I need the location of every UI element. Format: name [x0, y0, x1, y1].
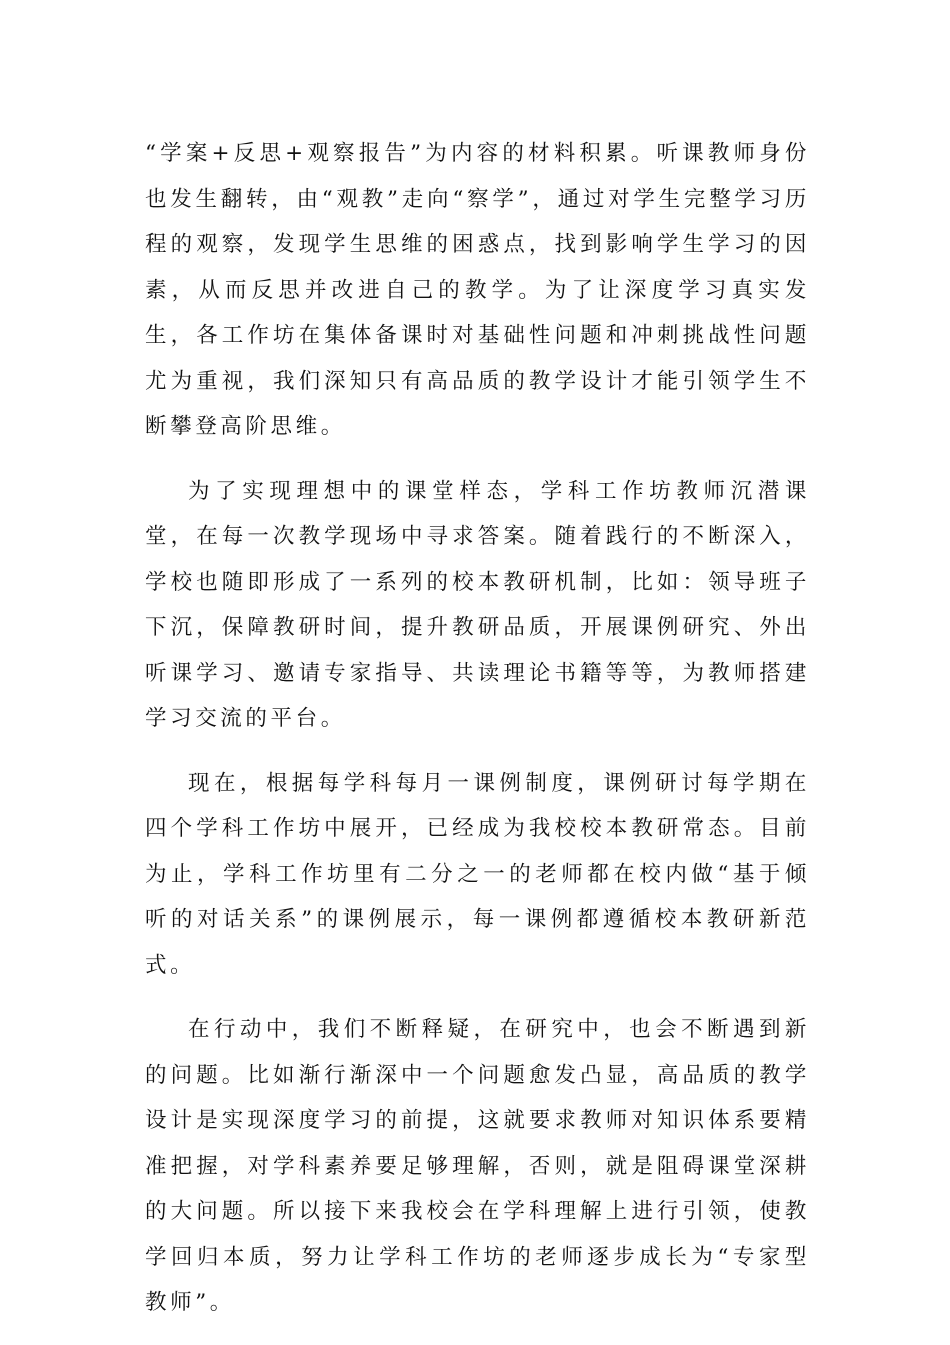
paragraph-3: 现在，根据每学科每月一课例制度，课例研讨每学期在四个学科工作坊中展开，已经成为我校校本教研常态。目前为止，学科工作坊里有二分之一的老师都在校内做“基于倾听的对话关系”的课例展示，每一课例都遵循校本教研新范式。 [145, 770, 810, 978]
paragraph-4: 在行动中，我们不断释疑，在研究中，也会不断遇到新的问题。比如渐行渐深中一个问题愈发凸显，高品质的教学设计是实现深度学习的前提，这就要求教师对知识体系要精准把握，对学科素养要足够理解，否则，就是阻碍课堂深耕的大问题。所以接下来我校会在学科理解上进行引领，使教学回归本质，努力让学科工作坊的老师逐步成长为“专家型教师”。 [145, 1017, 810, 1315]
paragraph-2: 为了实现理想中的课堂样态，学科工作坊教师沉潜课堂，在每一次教学现场中寻求答案。随着践行的不断深入，学校也随即形成了一系列的校本教研机制，比如：领导班子下沉，保障教研时间，提升教研品质，开展课例研究、外出听课学习、邀请专家指导、共读理论书籍等等，为教师搭建学习交流的平台。 [145, 478, 810, 731]
document-body [145, 131, 810, 1345]
paragraph-1: “学案+反思+观察报告”为内容的材料积累。听课教师身份也发生翻转，由“观教”走向“察学”，通过对学生完整学习历程的观察，发现学生思维的困惑点，找到影响学生学习的因素，从而反思并改进自己的教学。为了让深度学习真实发生，各工作坊在集体备课时对基础性问题和冲刺挑战性问题尤为重视，我们深知只有高品质的教学设计才能引领学生不断攀登高阶思维。 [145, 141, 810, 439]
